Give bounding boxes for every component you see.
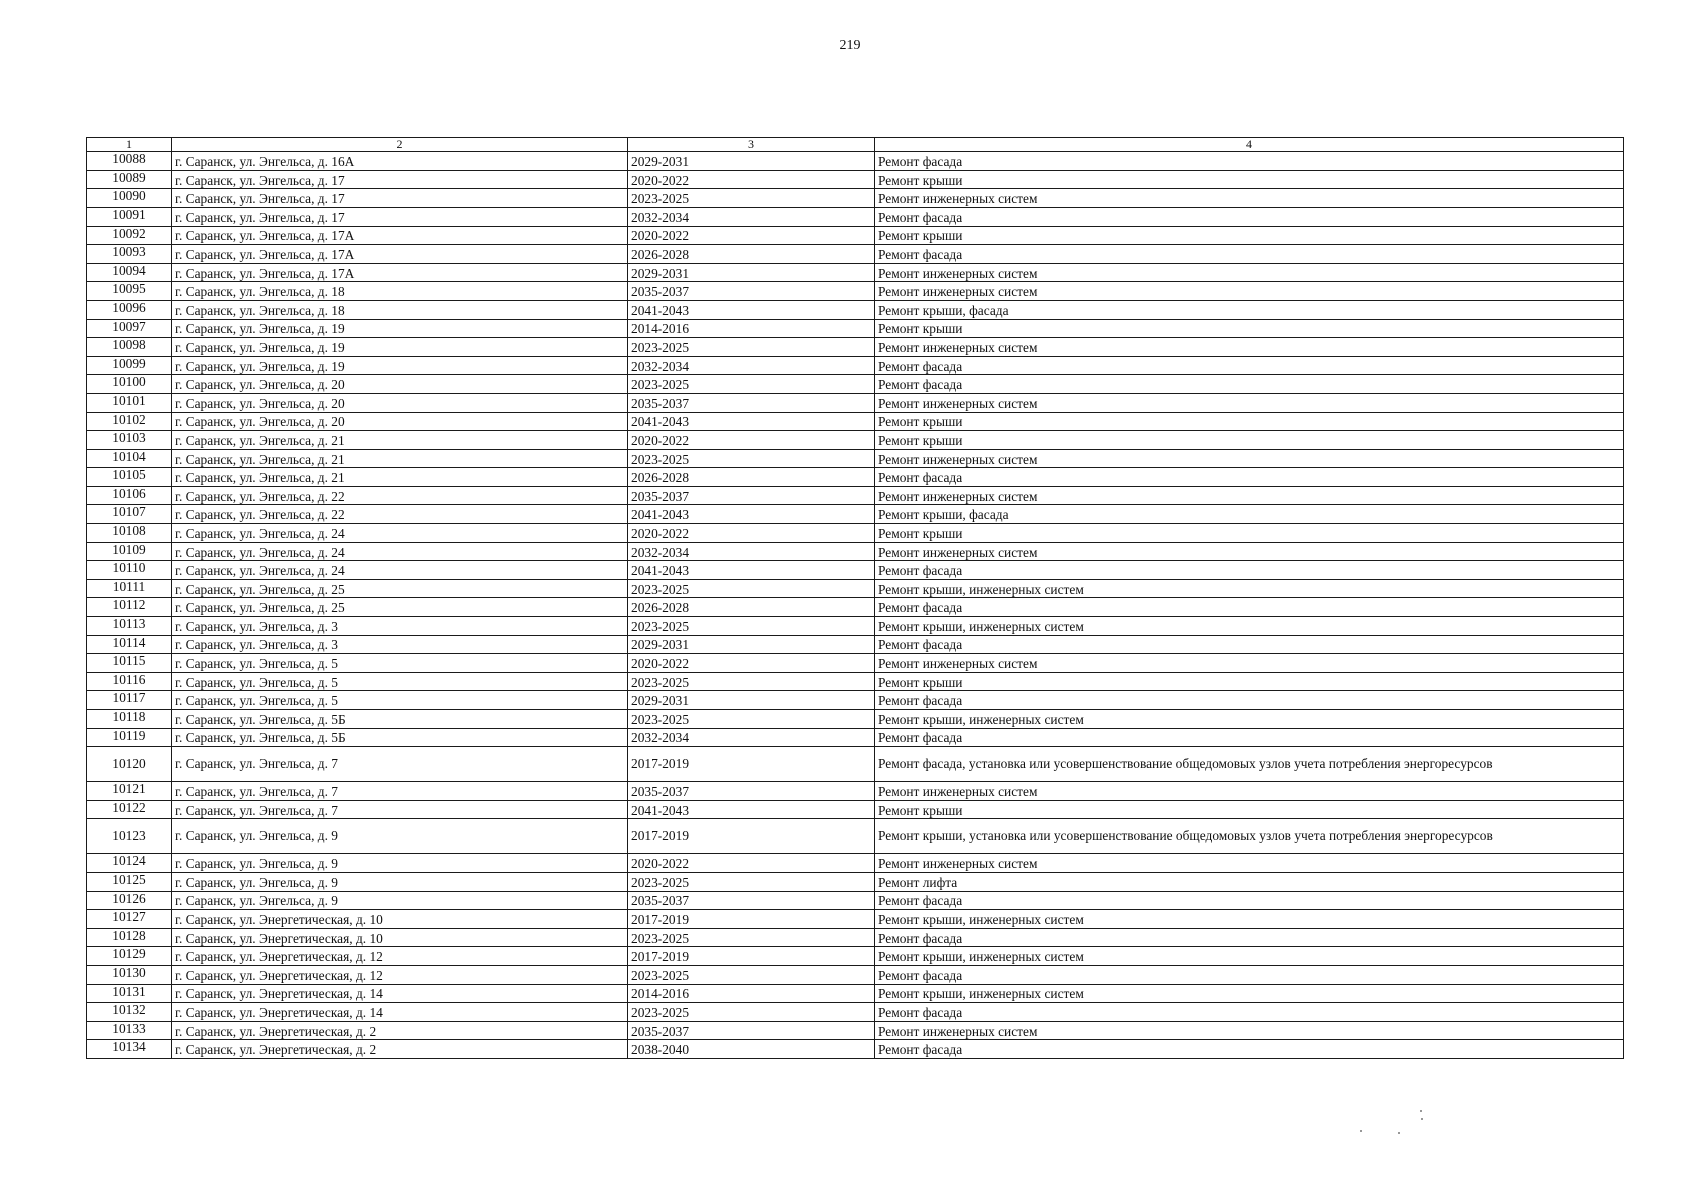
work-type-cell: Ремонт крыши: [875, 412, 1624, 431]
table-row: [87, 854, 1624, 873]
table-row: [87, 710, 1624, 729]
row-number-cell: 10134: [87, 1040, 172, 1059]
address-cell: г. Саранск, ул. Энгельса, д. 22: [172, 486, 628, 505]
work-type-cell: Ремонт крыши, инженерных систем: [875, 947, 1624, 966]
row-number-cell: 10096: [87, 300, 172, 319]
address-cell: г. Саранск, ул. Энгельса, д. 7: [172, 782, 628, 801]
table-row: [87, 728, 1624, 747]
work-type-cell: Ремонт крыши: [875, 524, 1624, 543]
row-number-cell: 10121: [87, 782, 172, 801]
address-cell: г. Саранск, ул. Энгельса, д. 3: [172, 635, 628, 654]
address-cell: г. Саранск, ул. Энергетическая, д. 10: [172, 928, 628, 947]
work-type-cell: Ремонт фасада: [875, 152, 1624, 171]
table-row: [87, 782, 1624, 801]
repair-schedule-table: [86, 137, 1624, 1059]
period-cell: 2023-2025: [628, 189, 875, 208]
table-row: [87, 910, 1624, 929]
row-number-cell: 10124: [87, 854, 172, 873]
period-cell: 2032-2034: [628, 728, 875, 747]
row-number-cell: 10133: [87, 1021, 172, 1040]
work-type-cell: Ремонт инженерных систем: [875, 1021, 1624, 1040]
row-number-cell: 10099: [87, 356, 172, 375]
table-row: [87, 617, 1624, 636]
row-number-cell: 10103: [87, 431, 172, 450]
address-cell: г. Саранск, ул. Энгельса, д. 3: [172, 617, 628, 636]
row-number-cell: 10126: [87, 891, 172, 910]
row-number-cell: 10123: [87, 819, 172, 854]
row-number-cell: 10112: [87, 598, 172, 617]
address-cell: г. Саранск, ул. Энгельса, д. 9: [172, 854, 628, 873]
table-row: [87, 691, 1624, 710]
row-number-cell: 10098: [87, 338, 172, 357]
period-cell: 2041-2043: [628, 561, 875, 580]
table-row: [87, 319, 1624, 338]
period-cell: 2023-2025: [628, 579, 875, 598]
table-row: [87, 747, 1624, 782]
table-row: [87, 207, 1624, 226]
header-col-1: 1: [87, 138, 172, 152]
period-cell: 2023-2025: [628, 965, 875, 984]
address-cell: г. Саранск, ул. Энгельса, д. 7: [172, 800, 628, 819]
row-number-cell: 10104: [87, 449, 172, 468]
period-cell: 2017-2019: [628, 947, 875, 966]
address-cell: г. Саранск, ул. Энергетическая, д. 2: [172, 1021, 628, 1040]
address-cell: г. Саранск, ул. Энгельса, д. 17: [172, 189, 628, 208]
address-cell: г. Саранск, ул. Энгельса, д. 19: [172, 356, 628, 375]
work-type-cell: Ремонт фасада: [875, 245, 1624, 264]
period-cell: 2029-2031: [628, 263, 875, 282]
row-number-cell: 10111: [87, 579, 172, 598]
row-number-cell: 10108: [87, 524, 172, 543]
address-cell: г. Саранск, ул. Энергетическая, д. 14: [172, 984, 628, 1003]
work-type-cell: Ремонт крыши, фасада: [875, 300, 1624, 319]
address-cell: г. Саранск, ул. Энгельса, д. 17А: [172, 226, 628, 245]
period-cell: 2023-2025: [628, 872, 875, 891]
period-cell: 2020-2022: [628, 654, 875, 673]
work-type-cell: Ремонт инженерных систем: [875, 282, 1624, 301]
table-row: [87, 282, 1624, 301]
period-cell: 2020-2022: [628, 524, 875, 543]
row-number-cell: 10097: [87, 319, 172, 338]
address-cell: г. Саранск, ул. Энергетическая, д. 2: [172, 1040, 628, 1059]
table-row: [87, 245, 1624, 264]
row-number-cell: 10100: [87, 375, 172, 394]
work-type-cell: Ремонт инженерных систем: [875, 486, 1624, 505]
address-cell: г. Саранск, ул. Энгельса, д. 7: [172, 747, 628, 782]
table-row: [87, 449, 1624, 468]
table-row: [87, 300, 1624, 319]
work-type-cell: Ремонт крыши: [875, 170, 1624, 189]
row-number-cell: 10101: [87, 393, 172, 412]
row-number-cell: 10118: [87, 710, 172, 729]
address-cell: г. Саранск, ул. Энгельса, д. 5: [172, 672, 628, 691]
work-type-cell: Ремонт фасада: [875, 561, 1624, 580]
address-cell: г. Саранск, ул. Энгельса, д. 25: [172, 598, 628, 617]
period-cell: 2023-2025: [628, 672, 875, 691]
row-number-cell: 10120: [87, 747, 172, 782]
table-row: [87, 891, 1624, 910]
address-cell: г. Саранск, ул. Энгельса, д. 21: [172, 431, 628, 450]
row-number-cell: 10113: [87, 617, 172, 636]
work-type-cell: Ремонт инженерных систем: [875, 263, 1624, 282]
address-cell: г. Саранск, ул. Энгельса, д. 5: [172, 691, 628, 710]
table-row: [87, 672, 1624, 691]
table-row: [87, 152, 1624, 171]
header-row: [87, 138, 1624, 152]
address-cell: г. Саранск, ул. Энгельса, д. 17: [172, 207, 628, 226]
table-row: [87, 431, 1624, 450]
period-cell: 2017-2019: [628, 910, 875, 929]
table-row: [87, 338, 1624, 357]
row-number-cell: 10131: [87, 984, 172, 1003]
address-cell: г. Саранск, ул. Энгельса, д. 24: [172, 524, 628, 543]
period-cell: 2023-2025: [628, 928, 875, 947]
work-type-cell: Ремонт фасада: [875, 1040, 1624, 1059]
address-cell: г. Саранск, ул. Энгельса, д. 5Б: [172, 728, 628, 747]
address-cell: г. Саранск, ул. Энгельса, д. 9: [172, 819, 628, 854]
period-cell: 2038-2040: [628, 1040, 875, 1059]
work-type-cell: Ремонт фасада: [875, 928, 1624, 947]
page-number: 219: [839, 38, 861, 53]
table-row: [87, 505, 1624, 524]
work-type-cell: Ремонт инженерных систем: [875, 854, 1624, 873]
table-row: [87, 542, 1624, 561]
address-cell: г. Саранск, ул. Энгельса, д. 9: [172, 872, 628, 891]
work-type-cell: Ремонт фасада: [875, 207, 1624, 226]
work-type-cell: Ремонт крыши, инженерных систем: [875, 910, 1624, 929]
header-col-3: 3: [628, 138, 875, 152]
work-type-cell: Ремонт крыши, инженерных систем: [875, 710, 1624, 729]
row-number-cell: 10115: [87, 654, 172, 673]
table-row: [87, 226, 1624, 245]
work-type-cell: Ремонт крыши: [875, 431, 1624, 450]
work-type-cell: Ремонт фасада: [875, 598, 1624, 617]
work-type-cell: Ремонт фасада: [875, 1003, 1624, 1022]
address-cell: г. Саранск, ул. Энергетическая, д. 14: [172, 1003, 628, 1022]
period-cell: 2035-2037: [628, 282, 875, 301]
address-cell: г. Саранск, ул. Энгельса, д. 24: [172, 561, 628, 580]
table-row: [87, 561, 1624, 580]
period-cell: 2023-2025: [628, 338, 875, 357]
work-type-cell: Ремонт инженерных систем: [875, 542, 1624, 561]
work-type-cell: Ремонт крыши: [875, 800, 1624, 819]
period-cell: 2020-2022: [628, 226, 875, 245]
work-type-cell: Ремонт лифта: [875, 872, 1624, 891]
address-cell: г. Саранск, ул. Энгельса, д. 19: [172, 319, 628, 338]
table-row: [87, 872, 1624, 891]
address-cell: г. Саранск, ул. Энгельса, д. 24: [172, 542, 628, 561]
period-cell: 2029-2031: [628, 635, 875, 654]
table-row: [87, 486, 1624, 505]
work-type-cell: Ремонт крыши, инженерных систем: [875, 984, 1624, 1003]
address-cell: г. Саранск, ул. Энгельса, д. 20: [172, 393, 628, 412]
row-number-cell: 10090: [87, 189, 172, 208]
address-cell: г. Саранск, ул. Энергетическая, д. 12: [172, 947, 628, 966]
header-col-4: 4: [875, 138, 1624, 152]
period-cell: 2017-2019: [628, 819, 875, 854]
period-cell: 2035-2037: [628, 486, 875, 505]
address-cell: г. Саранск, ул. Энгельса, д. 17А: [172, 263, 628, 282]
work-type-cell: Ремонт фасада: [875, 965, 1624, 984]
work-type-cell: Ремонт фасада: [875, 356, 1624, 375]
header-col-2: 2: [172, 138, 628, 152]
table-row: [87, 819, 1624, 854]
address-cell: г. Саранск, ул. Энергетическая, д. 12: [172, 965, 628, 984]
work-type-cell: Ремонт фасада: [875, 635, 1624, 654]
work-type-cell: Ремонт крыши: [875, 319, 1624, 338]
row-number-cell: 10128: [87, 928, 172, 947]
table-row: [87, 412, 1624, 431]
work-type-cell: Ремонт крыши, инженерных систем: [875, 579, 1624, 598]
work-type-cell: Ремонт фасада: [875, 728, 1624, 747]
row-number-cell: 10107: [87, 505, 172, 524]
address-cell: г. Саранск, ул. Энгельса, д. 25: [172, 579, 628, 598]
table-row: [87, 189, 1624, 208]
table-row: [87, 947, 1624, 966]
work-type-cell: Ремонт крыши, установка или усовершенствование общедомовых узлов учета потребления энергоресурсов: [875, 819, 1624, 854]
period-cell: 2029-2031: [628, 691, 875, 710]
address-cell: г. Саранск, ул. Энгельса, д. 20: [172, 375, 628, 394]
row-number-cell: 10130: [87, 965, 172, 984]
row-number-cell: 10091: [87, 207, 172, 226]
period-cell: 2041-2043: [628, 412, 875, 431]
table-row: [87, 635, 1624, 654]
address-cell: г. Саранск, ул. Энгельса, д. 5: [172, 654, 628, 673]
address-cell: г. Саранск, ул. Энгельса, д. 9: [172, 891, 628, 910]
period-cell: 2023-2025: [628, 617, 875, 636]
address-cell: г. Саранск, ул. Энгельса, д. 21: [172, 468, 628, 487]
table-row: [87, 800, 1624, 819]
table-row: [87, 1021, 1624, 1040]
work-type-cell: Ремонт инженерных систем: [875, 782, 1624, 801]
work-type-cell: Ремонт фасада: [875, 468, 1624, 487]
period-cell: 2023-2025: [628, 710, 875, 729]
row-number-cell: 10109: [87, 542, 172, 561]
row-number-cell: 10129: [87, 947, 172, 966]
period-cell: 2032-2034: [628, 542, 875, 561]
table-row: [87, 965, 1624, 984]
table-body: [87, 152, 1624, 1059]
table-row: [87, 524, 1624, 543]
work-type-cell: Ремонт инженерных систем: [875, 654, 1624, 673]
period-cell: 2035-2037: [628, 891, 875, 910]
table-row: [87, 654, 1624, 673]
period-cell: 2026-2028: [628, 598, 875, 617]
row-number-cell: 10119: [87, 728, 172, 747]
row-number-cell: 10117: [87, 691, 172, 710]
work-type-cell: Ремонт крыши, фасада: [875, 505, 1624, 524]
period-cell: 2041-2043: [628, 505, 875, 524]
row-number-cell: 10094: [87, 263, 172, 282]
row-number-cell: 10092: [87, 226, 172, 245]
address-cell: г. Саранск, ул. Энгельса, д. 16А: [172, 152, 628, 171]
address-cell: г. Саранск, ул. Энгельса, д. 22: [172, 505, 628, 524]
period-cell: 2032-2034: [628, 207, 875, 226]
row-number-cell: 10102: [87, 412, 172, 431]
period-cell: 2020-2022: [628, 854, 875, 873]
scan-specks: [1360, 1108, 1440, 1138]
period-cell: 2014-2016: [628, 319, 875, 338]
period-cell: 2035-2037: [628, 1021, 875, 1040]
table-row: [87, 984, 1624, 1003]
period-cell: 2035-2037: [628, 393, 875, 412]
table-header: [87, 138, 1624, 152]
work-type-cell: Ремонт фасада: [875, 891, 1624, 910]
table-row: [87, 263, 1624, 282]
period-cell: 2041-2043: [628, 800, 875, 819]
work-type-cell: Ремонт фасада: [875, 691, 1624, 710]
table-row: [87, 598, 1624, 617]
period-cell: 2041-2043: [628, 300, 875, 319]
work-type-cell: Ремонт фасада: [875, 375, 1624, 394]
row-number-cell: 10105: [87, 468, 172, 487]
table-row: [87, 928, 1624, 947]
work-type-cell: Ремонт крыши, инженерных систем: [875, 617, 1624, 636]
period-cell: 2023-2025: [628, 1003, 875, 1022]
address-cell: г. Саранск, ул. Энгельса, д. 17А: [172, 245, 628, 264]
work-type-cell: Ремонт фасада, установка или усовершенствование общедомовых узлов учета потребления энергоресурсов: [875, 747, 1624, 782]
row-number-cell: 10110: [87, 561, 172, 580]
row-number-cell: 10095: [87, 282, 172, 301]
address-cell: г. Саранск, ул. Энгельса, д. 5Б: [172, 710, 628, 729]
period-cell: 2020-2022: [628, 431, 875, 450]
row-number-cell: 10089: [87, 170, 172, 189]
address-cell: г. Саранск, ул. Энгельса, д. 21: [172, 449, 628, 468]
period-cell: 2026-2028: [628, 245, 875, 264]
period-cell: 2035-2037: [628, 782, 875, 801]
table-row: [87, 375, 1624, 394]
period-cell: 2020-2022: [628, 170, 875, 189]
table-row: [87, 356, 1624, 375]
period-cell: 2023-2025: [628, 375, 875, 394]
period-cell: 2029-2031: [628, 152, 875, 171]
table-row: [87, 579, 1624, 598]
table-row: [87, 1040, 1624, 1059]
table-row: [87, 1003, 1624, 1022]
period-cell: 2023-2025: [628, 449, 875, 468]
address-cell: г. Саранск, ул. Энгельса, д. 17: [172, 170, 628, 189]
row-number-cell: 10127: [87, 910, 172, 929]
period-cell: 2026-2028: [628, 468, 875, 487]
address-cell: г. Саранск, ул. Энгельса, д. 18: [172, 300, 628, 319]
work-type-cell: Ремонт крыши: [875, 672, 1624, 691]
row-number-cell: 10116: [87, 672, 172, 691]
row-number-cell: 10114: [87, 635, 172, 654]
work-type-cell: Ремонт инженерных систем: [875, 189, 1624, 208]
period-cell: 2017-2019: [628, 747, 875, 782]
row-number-cell: 10132: [87, 1003, 172, 1022]
period-cell: 2014-2016: [628, 984, 875, 1003]
work-type-cell: Ремонт инженерных систем: [875, 338, 1624, 357]
work-type-cell: Ремонт инженерных систем: [875, 393, 1624, 412]
address-cell: г. Саранск, ул. Энгельса, д. 20: [172, 412, 628, 431]
row-number-cell: 10093: [87, 245, 172, 264]
table-row: [87, 468, 1624, 487]
period-cell: 2032-2034: [628, 356, 875, 375]
address-cell: г. Саранск, ул. Энергетическая, д. 10: [172, 910, 628, 929]
row-number-cell: 10122: [87, 800, 172, 819]
address-cell: г. Саранск, ул. Энгельса, д. 19: [172, 338, 628, 357]
row-number-cell: 10088: [87, 152, 172, 171]
table-row: [87, 393, 1624, 412]
address-cell: г. Саранск, ул. Энгельса, д. 18: [172, 282, 628, 301]
work-type-cell: Ремонт крыши: [875, 226, 1624, 245]
table-row: [87, 170, 1624, 189]
row-number-cell: 10125: [87, 872, 172, 891]
row-number-cell: 10106: [87, 486, 172, 505]
work-type-cell: Ремонт инженерных систем: [875, 449, 1624, 468]
